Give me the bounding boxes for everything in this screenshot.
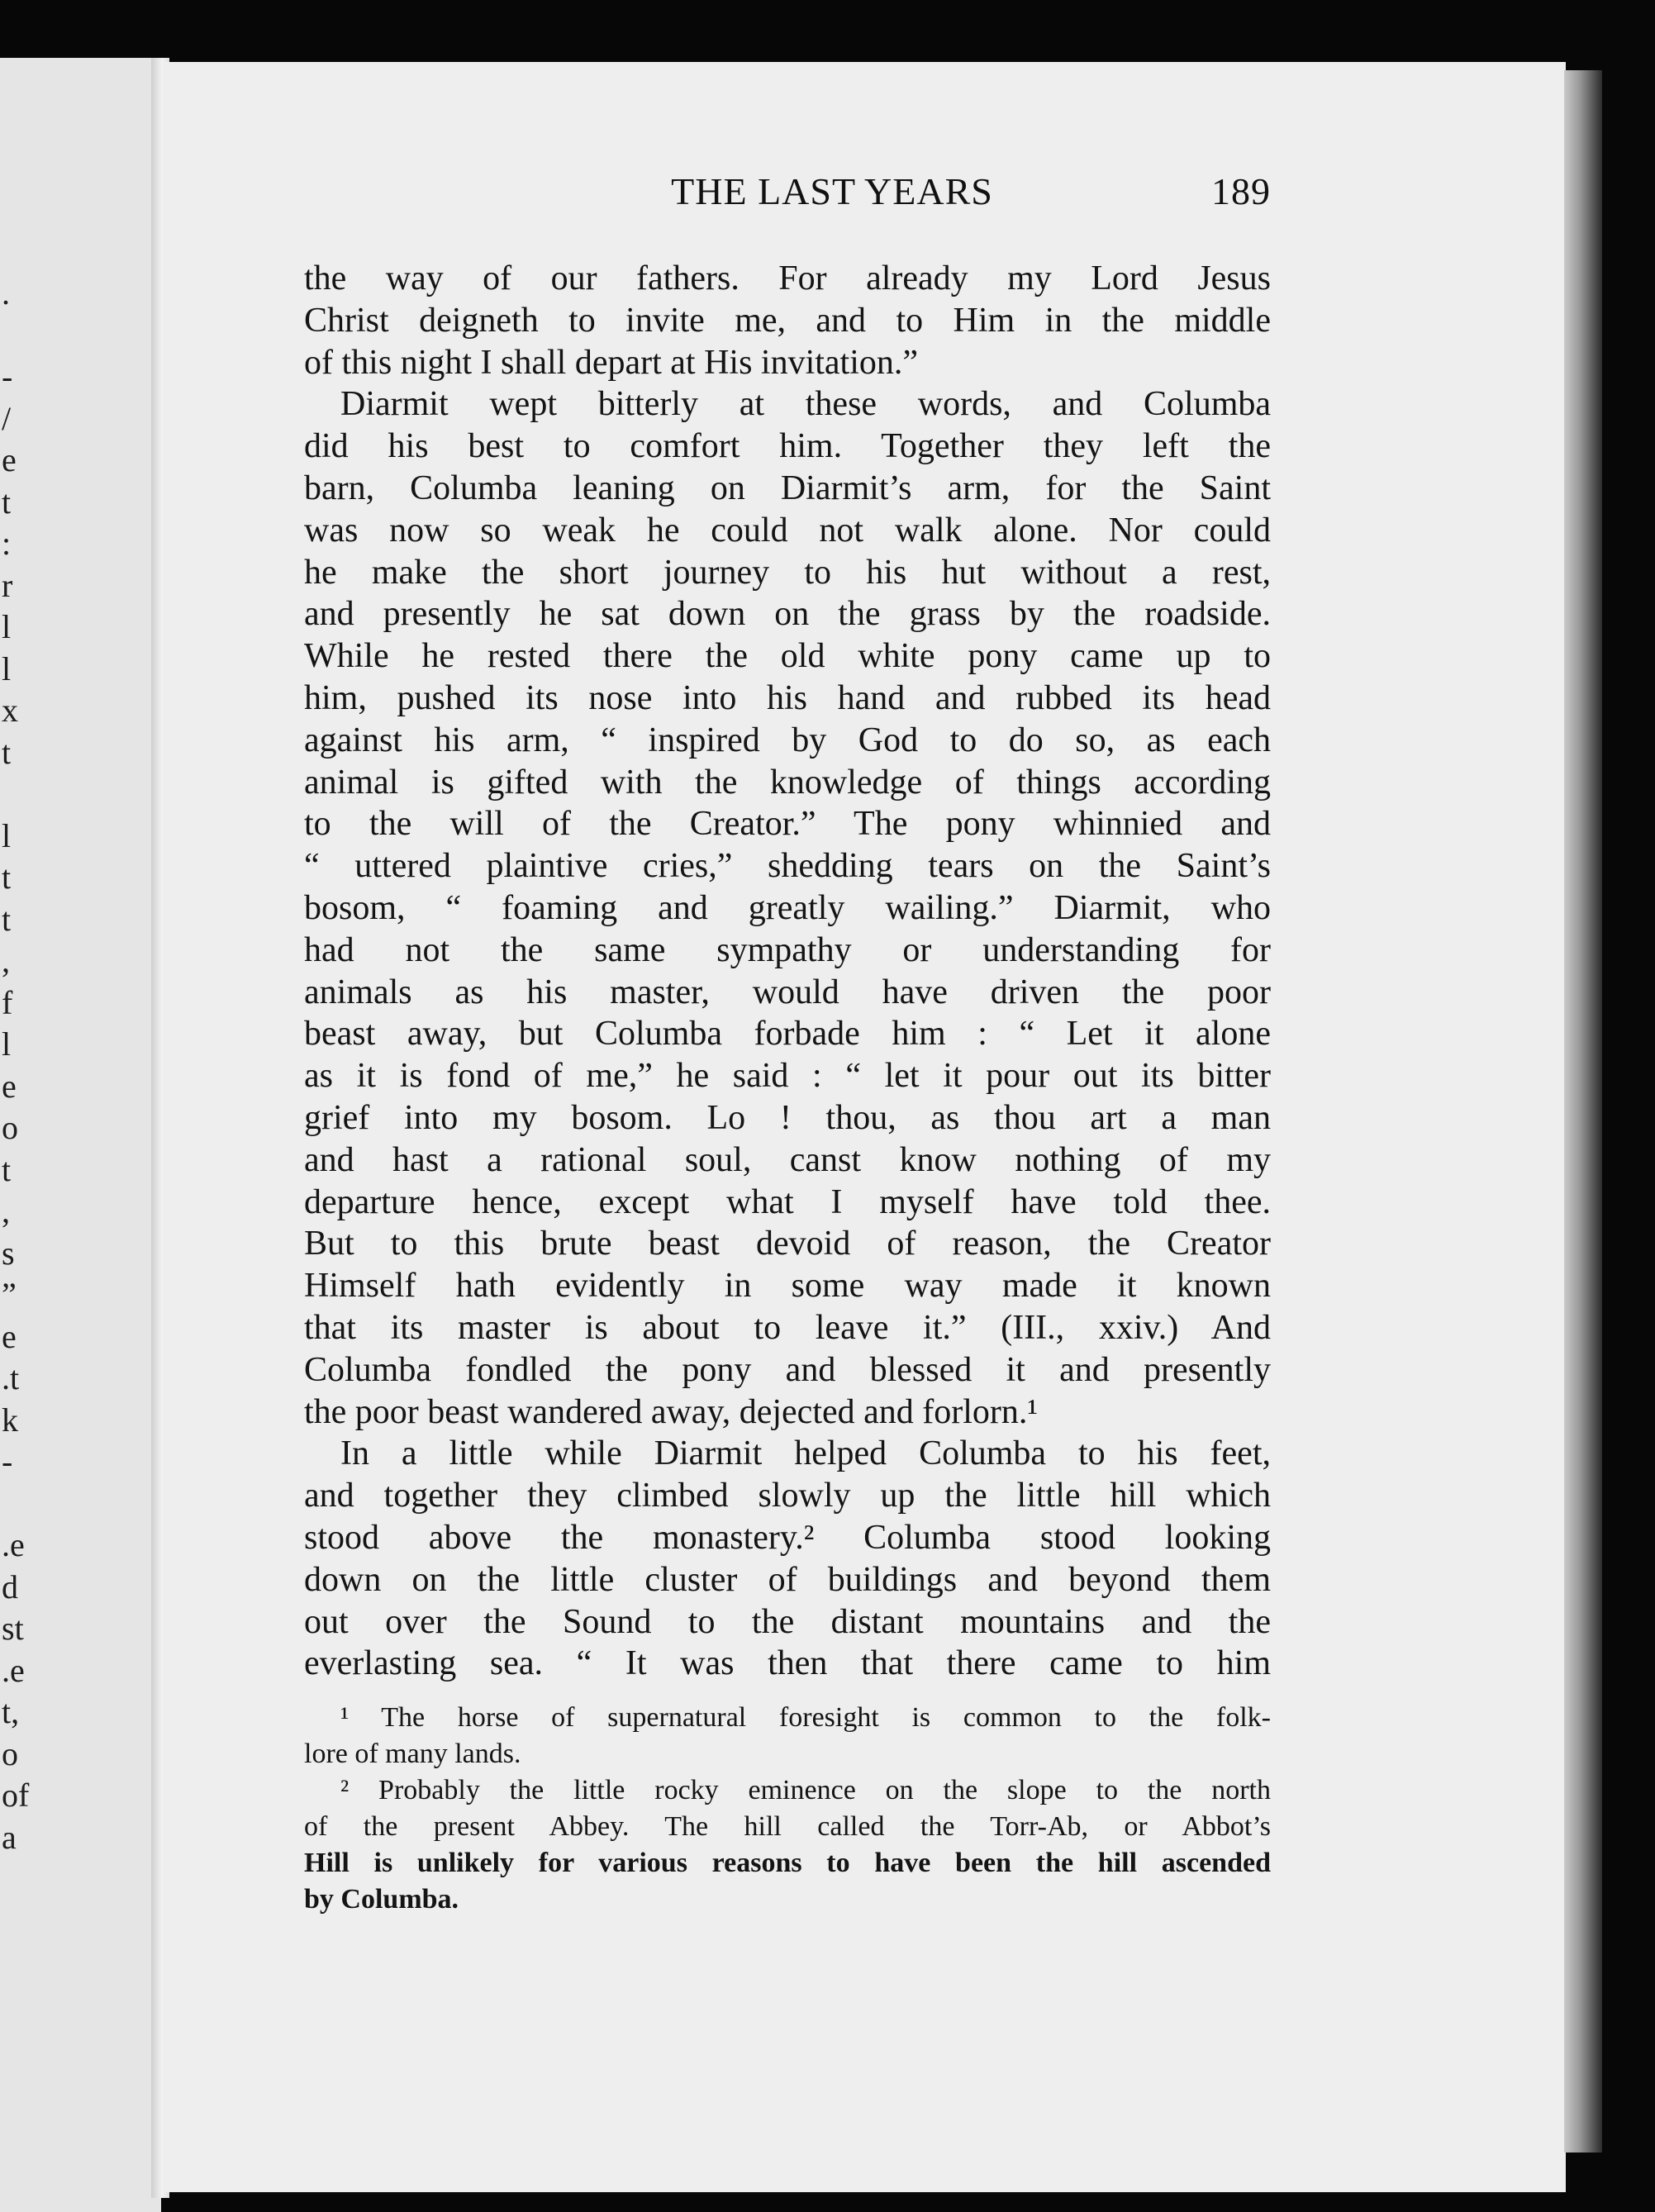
text-line: did his best to comfort him. Together they left the (304, 427, 1271, 466)
text-line: of this night I shall depart at His invitation.” (304, 343, 919, 382)
text-line: to the will of the Creator.” The pony whinnied and (304, 805, 1271, 844)
footnote-line: lore of many lands. (304, 1739, 521, 1769)
footnote-line: Hill is unlikely for various reasons to have been the hill ascended (304, 1848, 1271, 1878)
running-head-title: THE LAST YEARS (671, 170, 993, 212)
text-line: “ uttered plaintive cries,” shedding tears on the Saint’s (304, 847, 1271, 886)
text-line: bosom, “ foaming and greatly wailing.” Diarmit, who (304, 888, 1271, 927)
text-line: and presently he sat down on the grass by the roadside. (304, 595, 1271, 634)
text-line: against his arm, “ inspired by God to do so, as each (304, 721, 1271, 759)
text-line: down on the little cluster of buildings and beyond them (304, 1560, 1271, 1599)
text-line: animals as his master, would have driven the poor (304, 973, 1271, 1011)
text-line: beast away, but Columba forbade him : “ Let it alone (304, 1015, 1271, 1054)
text-line: was now so weak he could not walk alone. Nor could (304, 511, 1271, 549)
text-line: But to this brute beast devoid of reason, the Creator (304, 1225, 1271, 1263)
footnote-line: by Columba. (304, 1884, 459, 1915)
text-line: the poor beast wandered away, dejected and forlorn.¹ (304, 1392, 1038, 1431)
text-line: that its master is about to leave it.” (III., xxiv.) And (304, 1308, 1271, 1347)
text-line: out over the Sound to the distant mountains and the (304, 1602, 1271, 1641)
text-line: departure hence, except what I myself have told thee. (304, 1182, 1271, 1221)
running-head (304, 169, 1271, 213)
facing-page-margin-text: . - / e t : r l l x t l t t , f l e o t , s ” e .t k - .e d st .e t, o of a (2, 274, 30, 1856)
text-line: barn, Columba leaning on Diarmit’s arm, for the Saint (304, 469, 1271, 507)
text-line: Columba fondled the pony and blessed it and presently (304, 1350, 1271, 1389)
text-line: had not the same sympathy or understanding for (304, 930, 1271, 969)
text-line: and together they climbed slowly up the little hill which (304, 1477, 1271, 1515)
text-line: grief into my bosom. Lo ! thou, as thou art a man (304, 1098, 1271, 1137)
text-line: the way of our fathers. For already my Lord Jesus (304, 259, 1271, 297)
footnote-line: ¹ The horse of supernatural foresight is common to the folk- (340, 1702, 1271, 1733)
text-line: Diarmit wept bitterly at these words, and Columba (340, 385, 1271, 424)
footnote-line: of the present Abbey. The hill called the Torr-Ab, or Abbot’s (304, 1811, 1271, 1842)
text-line: In a little while Diarmit helped Columba to his feet, (340, 1434, 1271, 1473)
text-line: Christ deigneth to invite me, and to Him in the middle (304, 301, 1271, 340)
text-line: as it is fond of me,” he said : “ let it pour out its bitter (304, 1057, 1271, 1096)
text-line: everlasting sea. “ It was then that there came to him (304, 1644, 1271, 1683)
page-number: 189 (1211, 170, 1271, 212)
page-edge-shadow (1564, 70, 1602, 2153)
text-line: While he rested there the old white pony came up to (304, 637, 1271, 676)
text-line: Himself hath evidently in some way made it known (304, 1267, 1271, 1306)
text-line: and hast a rational soul, canst know nothing of my (304, 1140, 1271, 1179)
footnotes (304, 1700, 1271, 1918)
text-line: animal is gifted with the knowledge of things according (304, 763, 1271, 802)
text-line: stood above the monastery.² Columba stood looking (304, 1518, 1271, 1557)
body-text (304, 258, 1271, 1685)
text-line: he make the short journey to his hut without a rest, (304, 553, 1271, 592)
footnote-line: ² Probably the little rocky eminence on the slope to the north (340, 1775, 1271, 1805)
text-line: him, pushed its nose into his hand and rubbed its head (304, 678, 1271, 717)
